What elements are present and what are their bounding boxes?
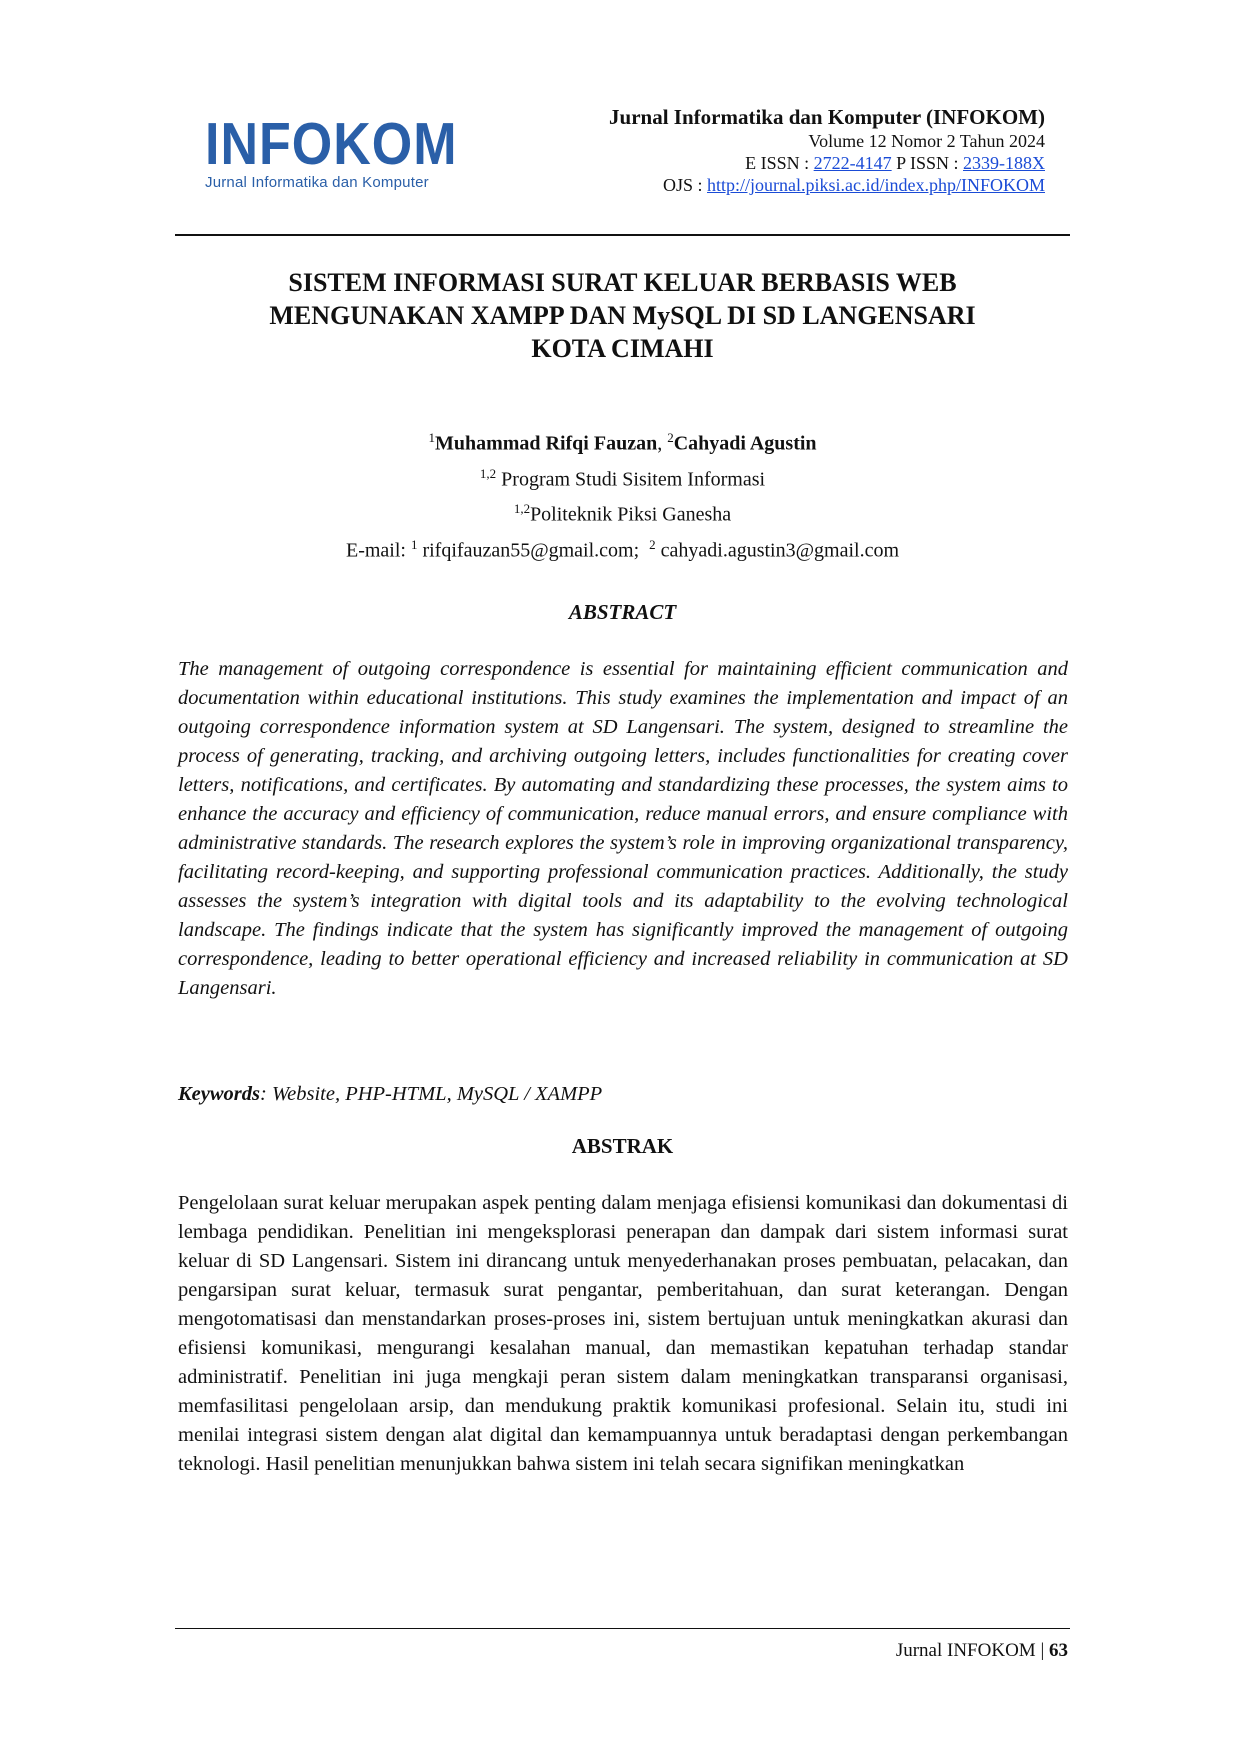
- author-names: [175, 423, 1070, 459]
- affiliation-1-sup: 1,2: [479, 465, 497, 481]
- affiliation-2-text: Politeknik Piksi Ganesha: [530, 503, 732, 526]
- affiliation-1: [175, 459, 1070, 495]
- email-2[interactable]: cahyadi.agustin3@gmail.com: [660, 539, 900, 562]
- abstract-heading: ABSTRACT: [568, 600, 677, 624]
- affiliation-2-sup: 1,2: [513, 501, 531, 517]
- journal-volume: Volume 12 Nomor 2 Tahun 2024: [808, 131, 1045, 151]
- email-2-sup: 2: [649, 536, 656, 552]
- pissn-label: P ISSN :: [896, 153, 959, 173]
- abstrak-body: Pengelolaan surat keluar merupakan aspek penting dalam menjaga efisiensi komunikasi dan dokumentasi di lembaga pendidikan. Penelitian ini mengeksplorasi penerapan dan dampak dari sistem informasi surat keluar di SD Langensari. Sistem ini dirancang untuk menyederhanakan proses pembuatan, pelacakan, dan pengarsipan surat keluar, termasuk surat pengantar, pemberitahuan, dan surat keterangan. Dengan mengotomatisasi dan menstandarkan proses-proses ini, sistem bertujuan untuk meningkatkan akurasi dan efisiensi komunikasi, mengurangi kesalahan manual, dan memastikan kepatuhan terhadap standar administratif. Penelitian ini juga mengkaji peran sistem dalam meningkatkan transparansi organisasi, memfasilitasi pengelolaan arsip, dan mendukung praktik komunikasi profesional. Selain itu, studi ini menilai integrasi sistem dengan alat digital dan kemampuannya untuk beradaptasi dengan perkembangan teknologi. Hasil penelitian menunjukkan bahwa sistem ini telah secara signifikan meningkatkan: [178, 1192, 1068, 1475]
- title-line-1: SISTEM INFORMASI SURAT KELUAR BERBASIS WEB: [288, 268, 957, 297]
- email-label: E-mail:: [345, 539, 406, 562]
- eissn-label: E ISSN :: [745, 153, 810, 173]
- author-2-sup: 2: [667, 430, 674, 445]
- email-1-sup: 1: [410, 536, 418, 552]
- abstrak-heading: ABSTRAK: [571, 1134, 674, 1158]
- email-1[interactable]: rifqifauzan55@gmail.com;: [422, 539, 640, 562]
- footer-journal: Jurnal INFOKOM: [895, 1640, 1036, 1661]
- eissn-link[interactable]: 2722-4147: [813, 153, 892, 173]
- ojs-line: [609, 174, 1045, 196]
- title-line-3: KOTA CIMAHI: [531, 334, 714, 363]
- keywords-label: Keywords: [178, 1083, 260, 1105]
- footer-divider: [175, 1628, 1070, 1629]
- header-divider: [175, 234, 1070, 236]
- ojs-link[interactable]: http://journal.piksi.ac.id/index.php/INFOKOM: [707, 175, 1045, 195]
- author-2-name: Cahyadi Agustin: [673, 432, 817, 455]
- ojs-label: OJS :: [663, 175, 703, 195]
- author-1-name: Muhammad Rifqi Fauzan: [434, 432, 658, 455]
- abstract-body: The management of outgoing correspondence is essential for maintaining efficient communication and documentation within educational institutions. This study examines the implementation and impact of an outgoing correspondence information system at SD Langensari. The system, designed to streamline the process of generating, tracking, and archiving outgoing letters, includes functionalities for creating cover letters, notifications, and certificates. By automating and standardizing these processes, the system aims to enhance the accuracy and efficiency of communication, reduce manual errors, and ensure compliance with administrative standards. The research explores the system’s role in improving organizational transparency, facilitating record-keeping, and supporting professional communication practices. Additionally, the study assesses the system’s integration with digital tools and its adaptability to the evolving technological landscape. The findings indicate that the system has significantly improved the management of outgoing correspondence, leading to better operational efficiency and increased reliability in communication at SD Langensari.: [178, 658, 1068, 999]
- issn-line: [609, 152, 1045, 174]
- footer-separator: |: [1040, 1640, 1045, 1661]
- journal-logo: [205, 110, 458, 191]
- keywords-line: [178, 1083, 1068, 1106]
- title-line-2: MENGUNAKAN XAMPP DAN MySQL DI SD LANGENSARI: [269, 301, 976, 330]
- affiliation-2: [175, 494, 1070, 530]
- page-number: 63: [1049, 1640, 1068, 1661]
- author-separator: ,: [657, 432, 663, 455]
- logo-subtitle: Jurnal Informatika dan Komputer: [205, 174, 429, 191]
- paper-title: [175, 266, 1070, 365]
- keywords-text: : Website, PHP-HTML, MySQL / XAMPP: [260, 1083, 603, 1105]
- author-1-sup: 1: [428, 430, 435, 445]
- page-footer: [896, 1640, 1068, 1662]
- journal-name: Jurnal Informatika dan Komputer (INFOKOM): [609, 105, 1045, 129]
- author-block: [175, 423, 1070, 566]
- journal-header-info: [609, 104, 1045, 196]
- affiliation-1-text: Program Studi Sisitem Informasi: [501, 468, 766, 491]
- logo-wordmark: INFOKOM: [205, 110, 458, 178]
- pissn-link[interactable]: 2339-188X: [963, 153, 1045, 173]
- email-line: [175, 530, 1070, 566]
